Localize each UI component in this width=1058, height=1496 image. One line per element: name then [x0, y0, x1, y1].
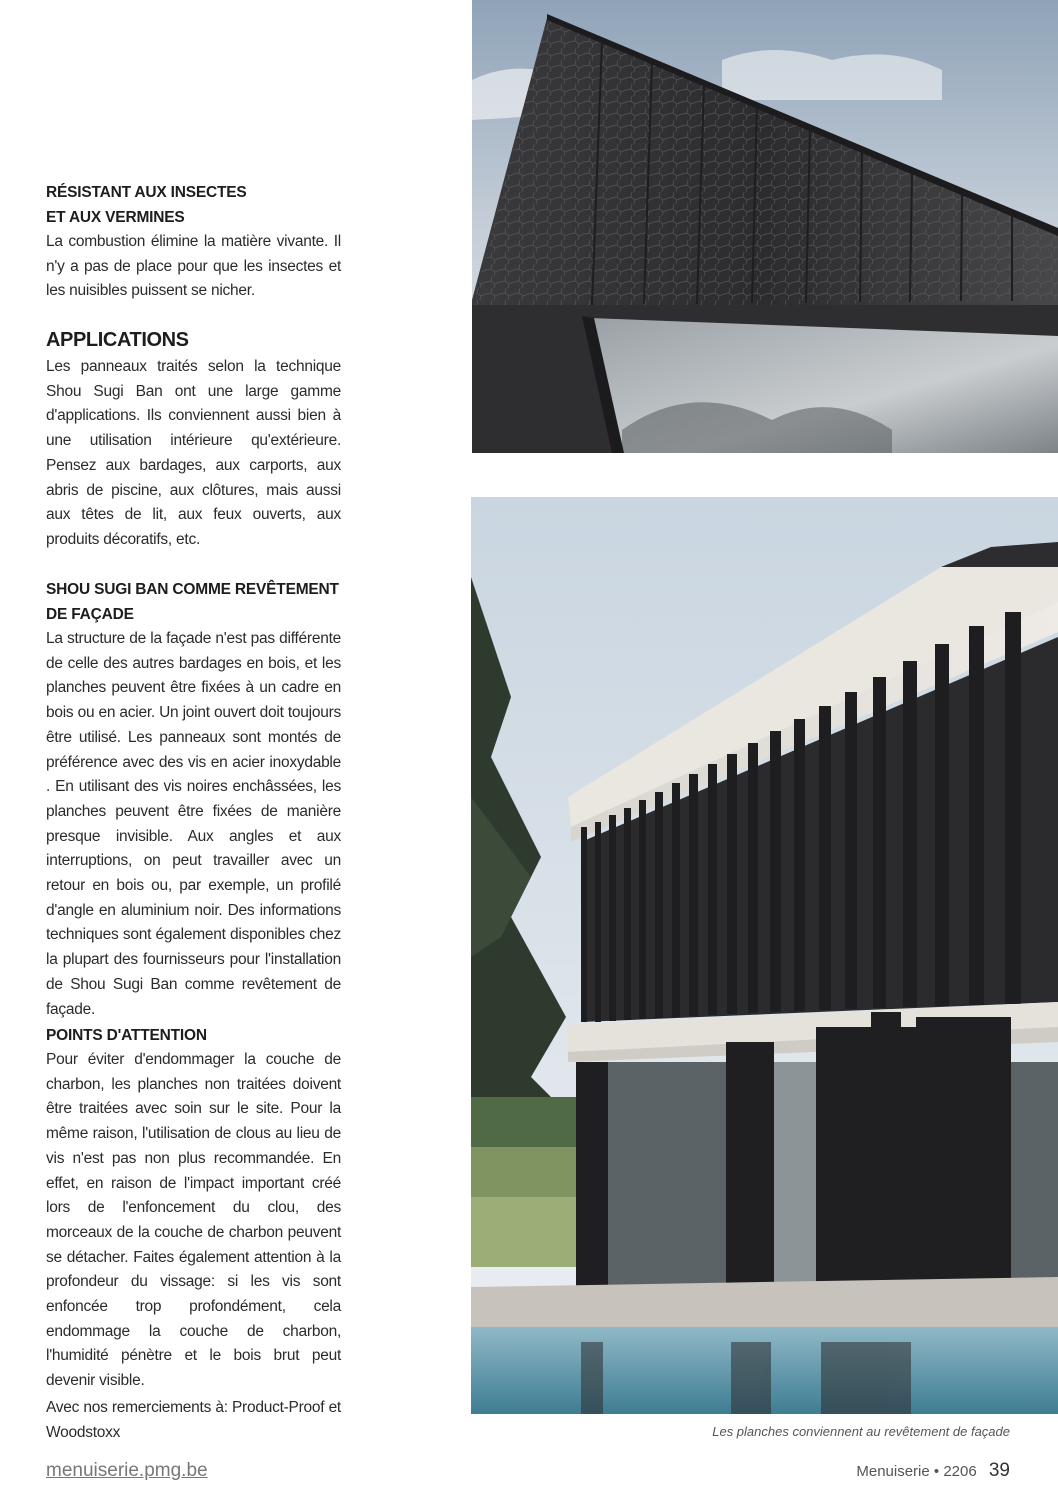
thanks-text: Avec nos remerciements à: Product-Proof et Woodstoxx	[46, 1399, 341, 1441]
section-heading: APPLICATIONS	[46, 329, 189, 351]
section-heading: SHOU SUGI BAN COMME REVÊTEMENT	[46, 581, 339, 598]
acknowledgements	[46, 1396, 341, 1445]
section-heading: ET AUX VERMINES	[46, 209, 185, 226]
section-body: La structure de la façade n'est pas différente de celle des autres bardages en bois, et les planches peuvent être fixées à un cadre en bois ou en acier. Un joint ouvert doit toujours être utilisé. Les panneaux sont montés de préférence avec des vis en acier inoxydable . En utilisant des vis noires enchâssées, les planches peuvent être fixées de manière presque invisible. Aux angles et aux interruptions, on peut travailler avec un retour en bois ou, par exemple, un profilé d'angle en aluminium noir. Des informations techniques sont également disponibles chez la plupart des fournisseurs pour l'installation de Shou Sugi Ban comme revêtement de façade.	[46, 630, 341, 1018]
photo-caption: Les planches conviennent au revêtement de façade	[712, 1424, 1010, 1439]
section-heading: POINTS D'ATTENTION	[46, 1027, 207, 1044]
website-link[interactable]: menuiserie.pmg.be	[46, 1460, 208, 1481]
section-body: La combustion élimine la matière vivante. Il n'y a pas de place pour que les insectes et les nuisibles puissent se nicher.	[46, 233, 341, 300]
magazine-issue: Menuiserie • 2206	[856, 1463, 977, 1480]
page-number: 39	[988, 1460, 1010, 1481]
section-heading: DE FAÇADE	[46, 606, 134, 623]
photo-charred-facade	[472, 0, 1058, 453]
section-applications	[46, 327, 341, 553]
section-insects	[46, 180, 341, 304]
page-footer	[856, 1460, 1010, 1482]
section-facade	[46, 577, 341, 1022]
section-heading: RÉSISTANT AUX INSECTES	[46, 184, 247, 201]
photo-house-pool	[471, 497, 1058, 1414]
section-body: Les panneaux traités selon la technique Shou Sugi Ban ont une large gamme d'applications. Ils conviennent aussi bien à une utilisation intérieure qu'extérieure. Pensez aux bardages, aux carports, aux abris de piscine, aux clôtures, mais aussi aux têtes de lit, aux feux ouverts, aux produits décoratifs, etc.	[46, 358, 341, 548]
section-body: Pour éviter d'endommager la couche de charbon, les planches non traitées doivent être traitées avec soin sur le site. Pour la même raison, l'utilisation de clous au lieu de vis n'est pas non plus recommandée. En effet, en raison de l'impact important créé lors de l'enfoncement du clou, des morceaux de la couche de charbon peuvent se détacher. Faites également attention à la profondeur du vissage: si les vis sont enfoncée trop profondément, cela endommage la couche de charbon, l'humidité pénètre et le bois brut peut devenir visible.	[46, 1051, 341, 1390]
section-attention	[46, 1023, 341, 1394]
